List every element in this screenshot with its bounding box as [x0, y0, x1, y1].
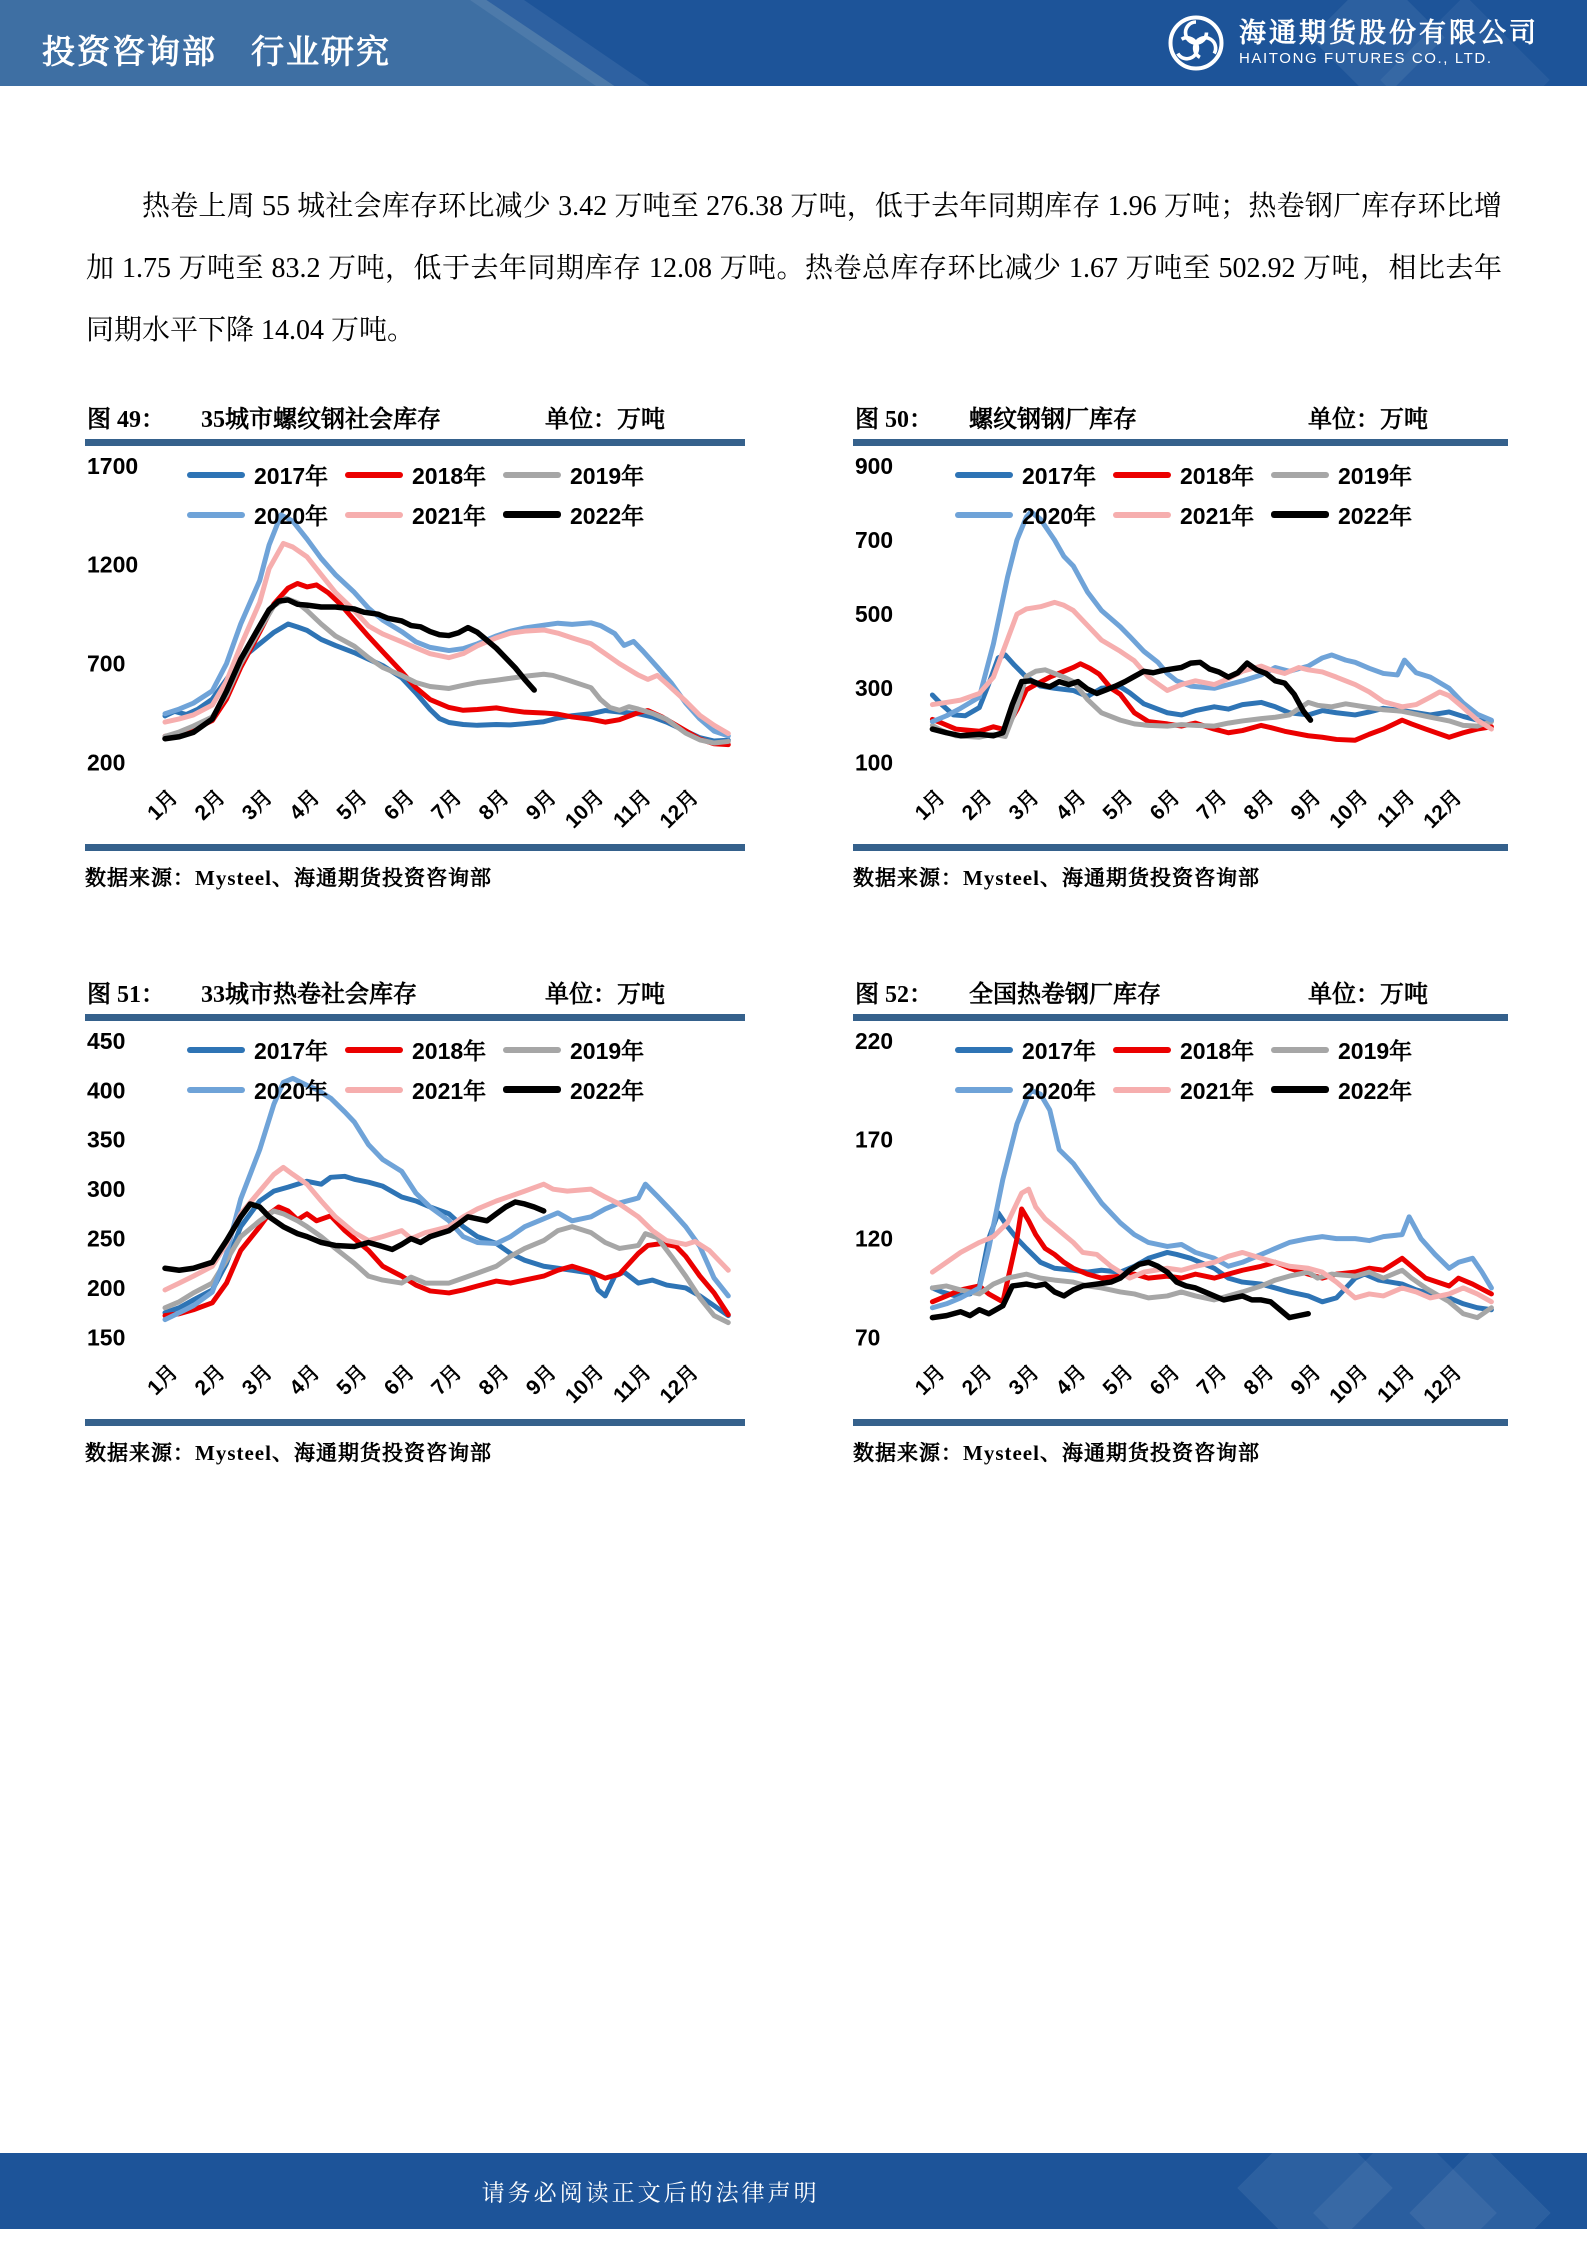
legend-item-2022年 — [503, 1073, 661, 1106]
data-source: 数据来源：Mysteel、海通期货投资咨询部 — [853, 866, 1260, 890]
x-tick-label: 2月 — [957, 785, 997, 825]
figure-51-block — [85, 968, 745, 1467]
legend-label: 2021年 — [1180, 1078, 1255, 1104]
x-tick-label: 7月 — [427, 785, 467, 825]
legend-item-2020年 — [955, 1073, 1113, 1106]
y-tick-label: 900 — [854, 452, 894, 479]
data-source: 数据来源：Mysteel、海通期货投资咨询部 — [85, 866, 492, 890]
legend-item-2019年 — [503, 458, 661, 491]
y-tick-label: 120 — [854, 1225, 894, 1252]
legend-swatch-icon — [955, 512, 1013, 518]
x-tick-label: 1月 — [143, 1360, 183, 1400]
department-title: 投资咨询部 — [42, 33, 217, 70]
legend-label: 2018年 — [412, 1038, 487, 1064]
figure-label: 图 52： — [855, 981, 933, 1008]
x-tick-label: 9月 — [521, 1360, 562, 1400]
y-tick-label: 1700 — [87, 452, 139, 479]
legend-item-2017年 — [187, 1033, 345, 1066]
legend-item-2018年 — [345, 1033, 503, 1066]
legend-swatch-icon — [345, 1047, 403, 1053]
x-tick-label: 6月 — [379, 785, 420, 825]
figure-label: 图 49： — [87, 406, 165, 433]
x-tick-label: 3月 — [237, 785, 278, 825]
x-tick-label: 12月 — [655, 785, 704, 833]
summary-paragraph: 热卷上周 55 城社会库存环比减少 3.42 万吨至 276.38 万吨，低于去年同期库存 1.96 万吨；热卷钢厂库存环比增加 1.75 万吨至 83.2 万吨，低于去年同期库存 12.08 万吨。热卷总库存环比减少 1.67 万吨至 502.92 万吨，相比去年同期水平下降 14.04 万吨。 — [86, 191, 1502, 346]
legend-swatch-icon — [345, 1087, 403, 1093]
legend-label: 2020年 — [254, 503, 329, 529]
x-tick-label: 10月 — [560, 785, 609, 833]
title-rule — [853, 1014, 1508, 1021]
legend-label: 2017年 — [1022, 463, 1097, 489]
chart-canvas — [853, 1021, 1508, 1419]
legend-item-2018年 — [1113, 1033, 1271, 1066]
chart-title-row — [85, 968, 745, 1014]
bottom-rule — [853, 844, 1508, 851]
chart-legend — [187, 458, 661, 531]
x-tick-label: 1月 — [910, 785, 950, 825]
legend-swatch-icon — [1271, 1086, 1329, 1093]
legend-swatch-icon — [1113, 1047, 1171, 1053]
x-tick-label: 8月 — [474, 1360, 514, 1400]
chart-title-row — [85, 393, 745, 439]
legend-swatch-icon — [503, 1086, 561, 1093]
x-tick-label: 5月 — [332, 1360, 372, 1400]
header-title — [42, 26, 391, 73]
legend-item-2018年 — [345, 458, 503, 491]
unit-label: 单位：万吨 — [545, 406, 665, 433]
legend-item-2022年 — [1271, 498, 1429, 531]
x-tick-label: 11月 — [609, 785, 656, 833]
legend-item-2017年 — [955, 458, 1113, 491]
y-tick-label: 200 — [87, 749, 126, 776]
figure-label: 图 50： — [855, 406, 933, 433]
unit-label: 单位：万吨 — [1308, 406, 1428, 433]
footer-banner — [0, 2153, 1587, 2229]
y-tick-label: 450 — [87, 1027, 126, 1054]
legend-label: 2021年 — [412, 1078, 487, 1104]
legend-label: 2020年 — [1022, 503, 1097, 529]
legend-item-2020年 — [187, 498, 345, 531]
x-tick-label: 7月 — [427, 1360, 467, 1400]
x-tick-label: 3月 — [237, 1360, 278, 1400]
x-tick-label: 8月 — [1239, 785, 1279, 825]
legend-item-2017年 — [187, 458, 345, 491]
chart-legend — [187, 1033, 661, 1106]
x-tick-label: 9月 — [1286, 1360, 1326, 1400]
legend-row — [187, 1073, 661, 1106]
legend-label: 2022年 — [570, 1078, 645, 1104]
x-tick-label: 8月 — [1239, 1360, 1279, 1400]
legend-label: 2022年 — [1338, 503, 1413, 529]
y-tick-label: 220 — [854, 1027, 894, 1054]
x-tick-label: 2月 — [957, 1360, 997, 1400]
x-tick-label: 3月 — [1004, 1360, 1044, 1400]
x-tick-label: 2月 — [190, 1360, 230, 1400]
y-tick-label: 300 — [87, 1176, 126, 1203]
chart-legend — [955, 458, 1429, 531]
chart-title-row — [853, 968, 1508, 1014]
company-name-cn: 海通期货股份有限公司 — [1239, 18, 1539, 49]
y-tick-label: 150 — [87, 1324, 126, 1351]
legend-item-2019年 — [1271, 458, 1429, 491]
haitong-logo-icon — [1167, 14, 1225, 72]
x-tick-label: 12月 — [655, 1360, 704, 1408]
report-type-title: 行业研究 — [251, 33, 391, 70]
x-tick-label: 8月 — [474, 785, 514, 825]
legend-row — [187, 498, 661, 531]
legend-label: 2021年 — [412, 503, 487, 529]
title-rule — [853, 439, 1508, 446]
x-tick-label: 7月 — [1192, 1360, 1232, 1400]
legend-item-2021年 — [345, 1073, 503, 1106]
legend-swatch-icon — [1113, 512, 1171, 518]
legend-item-2021年 — [345, 498, 503, 531]
bottom-rule — [853, 1419, 1508, 1426]
company-names — [1239, 19, 1539, 66]
bottom-rule — [85, 844, 745, 851]
x-tick-label: 11月 — [609, 1360, 656, 1408]
unit-label: 单位：万吨 — [545, 981, 665, 1008]
legend-swatch-icon — [1271, 511, 1329, 518]
legend-swatch-icon — [187, 472, 245, 478]
x-tick-label: 5月 — [1098, 785, 1138, 825]
legend-item-2018年 — [1113, 458, 1271, 491]
figure-49-block — [85, 393, 745, 892]
legend-row — [955, 1033, 1429, 1066]
x-tick-label: 9月 — [521, 785, 562, 825]
chart-canvas — [85, 1021, 745, 1419]
x-tick-label: 6月 — [1145, 785, 1185, 825]
y-tick-label: 350 — [87, 1126, 126, 1153]
legend-label: 2019年 — [570, 1038, 645, 1064]
legend-item-2022年 — [503, 498, 661, 531]
legend-swatch-icon — [955, 472, 1013, 478]
legend-swatch-icon — [345, 472, 403, 478]
legend-label: 2022年 — [570, 503, 645, 529]
legend-label: 2019年 — [1338, 1038, 1413, 1064]
legend-item-2022年 — [1271, 1073, 1429, 1106]
header-banner — [0, 0, 1587, 86]
x-tick-label: 4月 — [285, 785, 325, 825]
unit-label: 单位：万吨 — [1308, 981, 1428, 1008]
legend-item-2019年 — [1271, 1033, 1429, 1066]
legend-swatch-icon — [1271, 472, 1329, 478]
y-tick-label: 70 — [854, 1324, 881, 1351]
chart-title: 全国热卷钢厂库存 — [969, 981, 1161, 1008]
x-tick-label: 4月 — [1051, 1360, 1091, 1400]
series-line-2022年 — [165, 600, 534, 739]
figure-52-block — [853, 968, 1508, 1467]
chart-title: 螺纹钢钢厂库存 — [969, 406, 1137, 433]
y-tick-label: 100 — [854, 749, 894, 776]
figure-label: 图 51： — [87, 981, 165, 1008]
legend-swatch-icon — [503, 472, 561, 478]
x-tick-label: 5月 — [1098, 1360, 1138, 1400]
x-tick-label: 6月 — [379, 1360, 420, 1400]
x-tick-label: 11月 — [1373, 1360, 1420, 1408]
legend-swatch-icon — [503, 511, 561, 518]
legend-swatch-icon — [955, 1087, 1013, 1093]
y-tick-label: 700 — [87, 650, 126, 677]
legend-row — [955, 458, 1429, 491]
x-tick-label: 10月 — [560, 1360, 609, 1408]
x-tick-label: 2月 — [190, 785, 230, 825]
legend-row — [187, 1033, 661, 1066]
legend-label: 2018年 — [412, 463, 487, 489]
legend-item-2017年 — [955, 1033, 1113, 1066]
legend-row — [955, 1073, 1429, 1106]
x-tick-label: 12月 — [1419, 785, 1467, 833]
legend-label: 2021年 — [1180, 503, 1255, 529]
company-logo-group — [1167, 14, 1539, 72]
chart-title: 33城市热卷社会库存 — [201, 981, 417, 1008]
title-rule — [85, 1014, 745, 1021]
legend-swatch-icon — [955, 1047, 1013, 1053]
legend-swatch-icon — [187, 512, 245, 518]
legend-item-2021年 — [1113, 498, 1271, 531]
x-tick-label: 4月 — [285, 1360, 325, 1400]
legend-swatch-icon — [1271, 1047, 1329, 1053]
x-tick-label: 11月 — [1373, 785, 1420, 833]
legend-label: 2017年 — [1022, 1038, 1097, 1064]
legend-item-2019年 — [503, 1033, 661, 1066]
y-tick-label: 200 — [87, 1275, 126, 1301]
x-tick-label: 7月 — [1192, 785, 1232, 825]
legend-row — [187, 458, 661, 491]
company-name-en: HAITONG FUTURES CO., LTD. — [1239, 49, 1493, 67]
x-tick-label: 1月 — [143, 785, 183, 825]
x-tick-label: 10月 — [1325, 1360, 1373, 1408]
legend-swatch-icon — [1113, 1087, 1171, 1093]
x-tick-label: 5月 — [332, 785, 372, 825]
bottom-rule — [85, 1419, 745, 1426]
legend-label: 2020年 — [254, 1078, 329, 1104]
data-source: 数据来源：Mysteel、海通期货投资咨询部 — [85, 1441, 492, 1465]
legend-swatch-icon — [187, 1047, 245, 1053]
legend-swatch-icon — [345, 512, 403, 518]
legend-label: 2017年 — [254, 1038, 329, 1064]
y-tick-label: 170 — [854, 1126, 894, 1153]
legend-swatch-icon — [1113, 472, 1171, 478]
y-tick-label: 400 — [87, 1077, 126, 1104]
x-tick-label: 6月 — [1145, 1360, 1185, 1400]
x-tick-label: 10月 — [1325, 785, 1373, 833]
legend-swatch-icon — [187, 1087, 245, 1093]
x-tick-label: 3月 — [1004, 785, 1044, 825]
chart-title-row — [853, 393, 1508, 439]
legend-item-2020年 — [955, 498, 1113, 531]
footer-legal-notice: 请务必阅读正文后的法律声明 — [481, 2180, 820, 2206]
chart-title: 35城市螺纹钢社会库存 — [201, 406, 441, 433]
figure-50-block — [853, 393, 1508, 892]
legend-label: 2019年 — [570, 463, 645, 489]
chart-canvas — [853, 446, 1508, 844]
title-rule — [85, 439, 745, 446]
legend-label: 2022年 — [1338, 1078, 1413, 1104]
legend-item-2020年 — [187, 1073, 345, 1106]
y-tick-label: 700 — [854, 526, 894, 553]
legend-item-2021年 — [1113, 1073, 1271, 1106]
chart-legend — [955, 1033, 1429, 1106]
legend-swatch-icon — [503, 1047, 561, 1053]
legend-label: 2019年 — [1338, 463, 1413, 489]
legend-label: 2020年 — [1022, 1078, 1097, 1104]
x-tick-label: 1月 — [910, 1360, 950, 1400]
x-tick-label: 12月 — [1419, 1360, 1467, 1408]
legend-label: 2018年 — [1180, 463, 1255, 489]
y-tick-label: 250 — [87, 1225, 126, 1252]
legend-row — [955, 498, 1429, 531]
x-tick-label: 4月 — [1051, 785, 1091, 825]
legend-label: 2017年 — [254, 463, 329, 489]
legend-label: 2018年 — [1180, 1038, 1255, 1064]
x-tick-label: 9月 — [1286, 785, 1326, 825]
chart-canvas — [85, 446, 745, 844]
data-source: 数据来源：Mysteel、海通期货投资咨询部 — [853, 1441, 1260, 1465]
y-tick-label: 300 — [854, 675, 894, 702]
y-tick-label: 500 — [854, 601, 894, 628]
y-tick-label: 1200 — [87, 551, 139, 578]
